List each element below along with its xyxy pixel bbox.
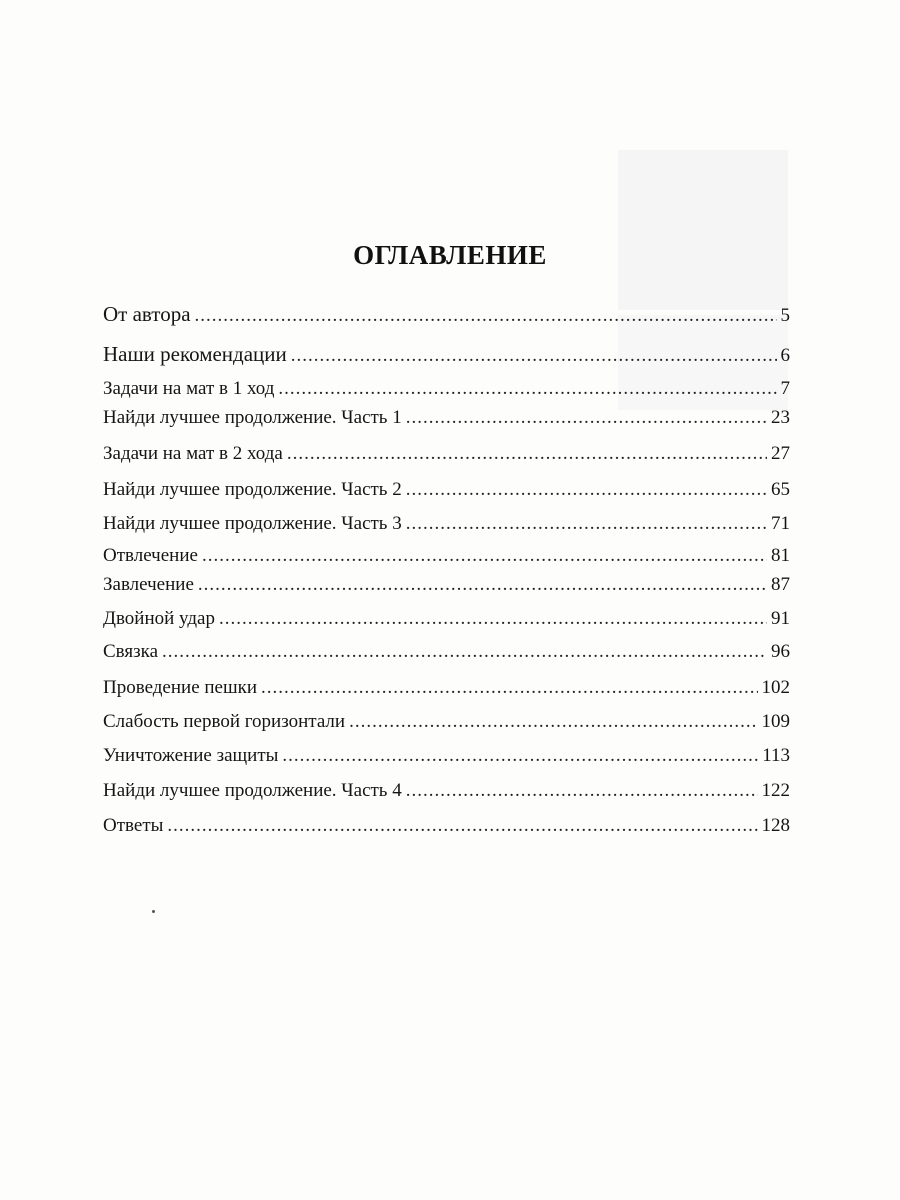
toc-entry	[103, 443, 790, 465]
toc-entry	[103, 513, 790, 535]
toc-entry-label: Найди лучшее продолжение. Часть 3	[103, 513, 402, 534]
toc-entry-label: Найди лучшее продолжение. Часть 1	[103, 407, 402, 428]
toc-entry-label: Уничтожение защиты	[103, 745, 279, 766]
page-title: ОГЛАВЛЕНИЕ	[353, 240, 547, 270]
toc-leader-dots	[278, 378, 776, 400]
toc-entry	[103, 303, 790, 327]
toc-leader-dots	[406, 407, 767, 429]
toc-entry-page: 128	[761, 815, 790, 836]
toc-leader-dots	[406, 479, 767, 501]
toc-entry-label: Ответы	[103, 815, 164, 836]
toc-leader-dots	[282, 745, 758, 767]
toc-entry-page: 96	[771, 641, 790, 662]
toc-entry-label: Найди лучшее продолжение. Часть 2	[103, 479, 402, 500]
toc-entry-label: Слабость первой горизонтали	[103, 711, 346, 732]
toc-leader-dots	[291, 345, 777, 367]
toc-entry-label: Завлечение	[103, 574, 194, 595]
toc-leader-dots	[349, 711, 757, 733]
toc-leader-dots	[261, 677, 757, 699]
toc-entry-label: Двойной удар	[103, 608, 215, 629]
toc-leader-dots	[195, 305, 777, 327]
toc-leader-dots	[202, 545, 767, 567]
toc-entry-page: 87	[771, 574, 790, 595]
toc-entry-label: Задачи на мат в 1 ход	[103, 378, 275, 399]
toc-leader-dots	[162, 641, 767, 663]
toc-entry	[103, 745, 790, 767]
toc-entry	[103, 574, 790, 596]
toc-entry	[103, 407, 790, 429]
toc-entry-page: 5	[780, 305, 790, 326]
toc-entry-label: Отвлечение	[103, 545, 198, 566]
toc-entry-page: 23	[771, 407, 790, 428]
toc-entry-page: 6	[780, 345, 790, 366]
toc-entry-label: Связка	[103, 641, 159, 662]
toc-leader-dots	[198, 574, 767, 596]
toc-entry-label: От автора	[103, 302, 191, 326]
print-speck	[152, 910, 155, 913]
show-through-image	[618, 150, 788, 310]
toc-entry-label: Найди лучшее продолжение. Часть 4	[103, 780, 402, 801]
toc-entry	[103, 677, 790, 699]
toc-entry-label: Задачи на мат в 2 хода	[103, 443, 283, 464]
toc-entry	[103, 608, 790, 630]
toc-entry	[103, 378, 790, 400]
toc-entry-page: 102	[761, 677, 790, 698]
toc-entry	[103, 479, 790, 501]
toc-entry-page: 7	[780, 378, 790, 399]
toc-leader-dots	[287, 443, 767, 465]
toc-entry	[103, 641, 790, 663]
toc-entry	[103, 711, 790, 733]
toc-entry	[103, 780, 790, 802]
toc-leader-dots	[167, 815, 757, 837]
toc-leader-dots	[406, 513, 767, 535]
toc-leader-dots	[406, 780, 758, 802]
toc-entry-page: 27	[771, 443, 790, 464]
toc-entry-page: 109	[761, 711, 790, 732]
toc-entry	[103, 815, 790, 837]
toc-entry-page: 113	[762, 745, 790, 766]
toc-entry-label: Наши рекомендации	[103, 342, 287, 366]
toc-entry-page: 122	[761, 780, 790, 801]
toc-entry-page: 81	[771, 545, 790, 566]
toc-entry-page: 65	[771, 479, 790, 500]
toc-entry	[103, 545, 790, 567]
toc-leader-dots	[219, 608, 767, 630]
toc-entry-label: Проведение пешки	[103, 677, 258, 698]
toc-entry-page: 71	[771, 513, 790, 534]
toc-entry	[103, 343, 790, 367]
toc-entry-page: 91	[771, 608, 790, 629]
